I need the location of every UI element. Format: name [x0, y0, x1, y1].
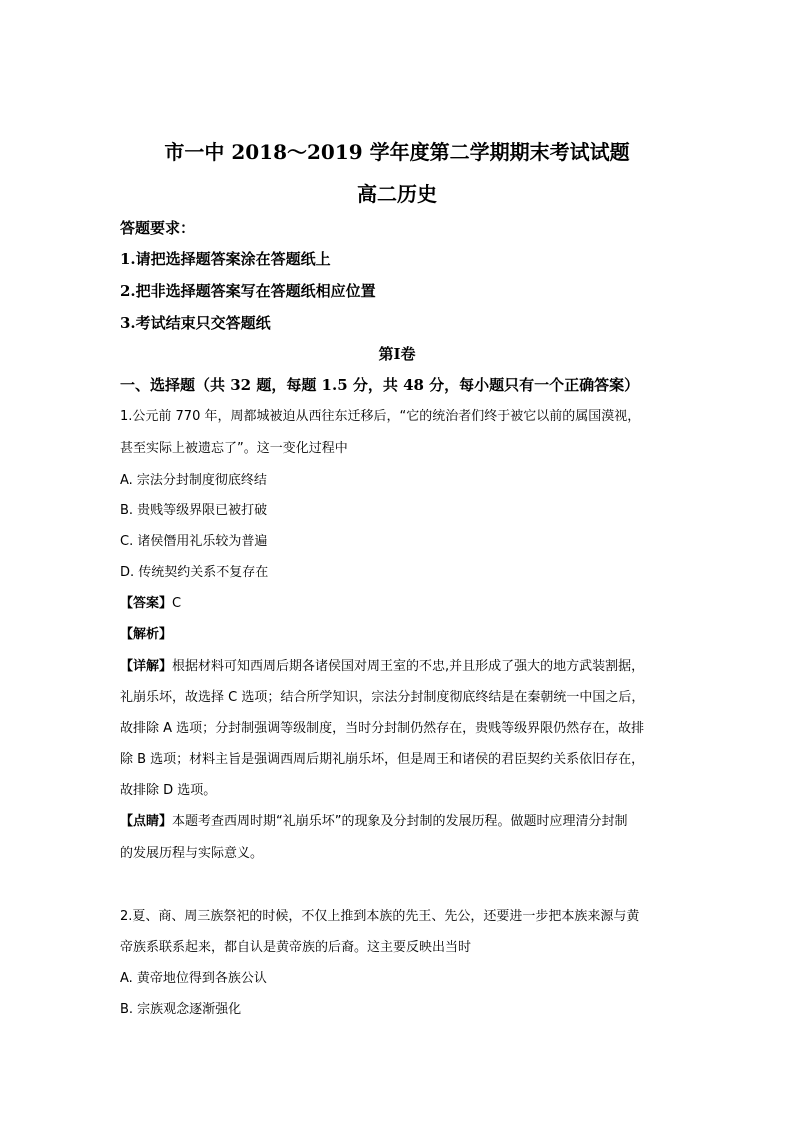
- detail-text: 除 B 选项；材料主旨是强调西周后期礼崩乐坏，但是周王和诸侯的君臣契约关系依旧存在，: [120, 752, 645, 767]
- exam-title: 市一中 2018～2019 学年度第二学期期末考试试题: [164, 140, 630, 164]
- detail-row: [120, 655, 644, 674]
- point-text: 的发展历程与实际意义。: [120, 846, 264, 861]
- point-row: [120, 810, 628, 829]
- detail-text: 礼崩乐坏，故选择 C 选项；结合所学知识，宗法分封制度彻底终结是在秦朝统一中国之后，: [120, 690, 645, 705]
- detail-text: 故排除 D 选项。: [120, 783, 217, 798]
- volume-heading: 第Ⅰ卷: [378, 345, 416, 363]
- answer-row: [120, 592, 181, 611]
- question-2-option-b: B. 宗族观念逐渐强化: [120, 1002, 242, 1017]
- exam-subject: 高二历史: [357, 182, 437, 206]
- answer-tag: 【答案】: [120, 596, 173, 611]
- detail-text: 根据材料可知西周后期各诸侯国对周王室的不忠,并且形成了强大的地方武装割据，: [172, 659, 645, 674]
- question-2-stem: 2.夏、商、周三族祭祀的时候，不仅上推到本族的先王、先公，还要进一步把本族来源与黄: [120, 909, 640, 924]
- question-1-option-c: C. 诸侯僭用礼乐较为普遍: [120, 534, 268, 549]
- question-1-stem: 甚至实际上被遗忘了”。这一变化过程中: [120, 441, 348, 456]
- point-text: 本题考查西周时期“礼崩乐坏”的现象及分封制的发展历程。做题时应理清分封制: [172, 814, 628, 829]
- requirement-item: 3.考试结束只交答题纸: [120, 314, 271, 332]
- detail-text: 故排除 A 选项；分封制强调等级制度，当时分封制仍然存在，贵贱等级界限仍然存在，故排: [120, 721, 645, 736]
- question-1-option-a: A. 宗法分封制度彻底终结: [120, 473, 267, 488]
- section-heading: 一、选择题（共 32 题，每题 1.5 分，共 48 分，每小题只有一个正确答案）: [120, 376, 640, 394]
- question-1-stem: 1.公元前 770 年，周都城被迫从西往东迁移后，“它的统治者们终于被它以前的属国漠视，: [120, 409, 641, 424]
- point-tag: 【点睛】: [120, 814, 173, 829]
- detail-tag: 【详解】: [120, 659, 173, 674]
- requirements-heading: 答题要求：: [120, 219, 196, 237]
- question-2-stem: 帝族系联系起来，都自认是黄帝族的后裔。这主要反映出当时: [120, 940, 472, 955]
- analysis-tag: 【解析】: [120, 627, 173, 642]
- question-1-option-d: D. 传统契约关系不复存在: [120, 565, 269, 580]
- answer-value: C: [172, 596, 182, 611]
- requirement-item: 2.把非选择题答案写在答题纸相应位置: [120, 282, 376, 300]
- question-2-option-a: A. 黄帝地位得到各族公认: [120, 971, 267, 986]
- requirement-item: 1.请把选择题答案涂在答题纸上: [120, 250, 331, 268]
- question-1-option-b: B. 贵贱等级界限已被打破: [120, 503, 268, 518]
